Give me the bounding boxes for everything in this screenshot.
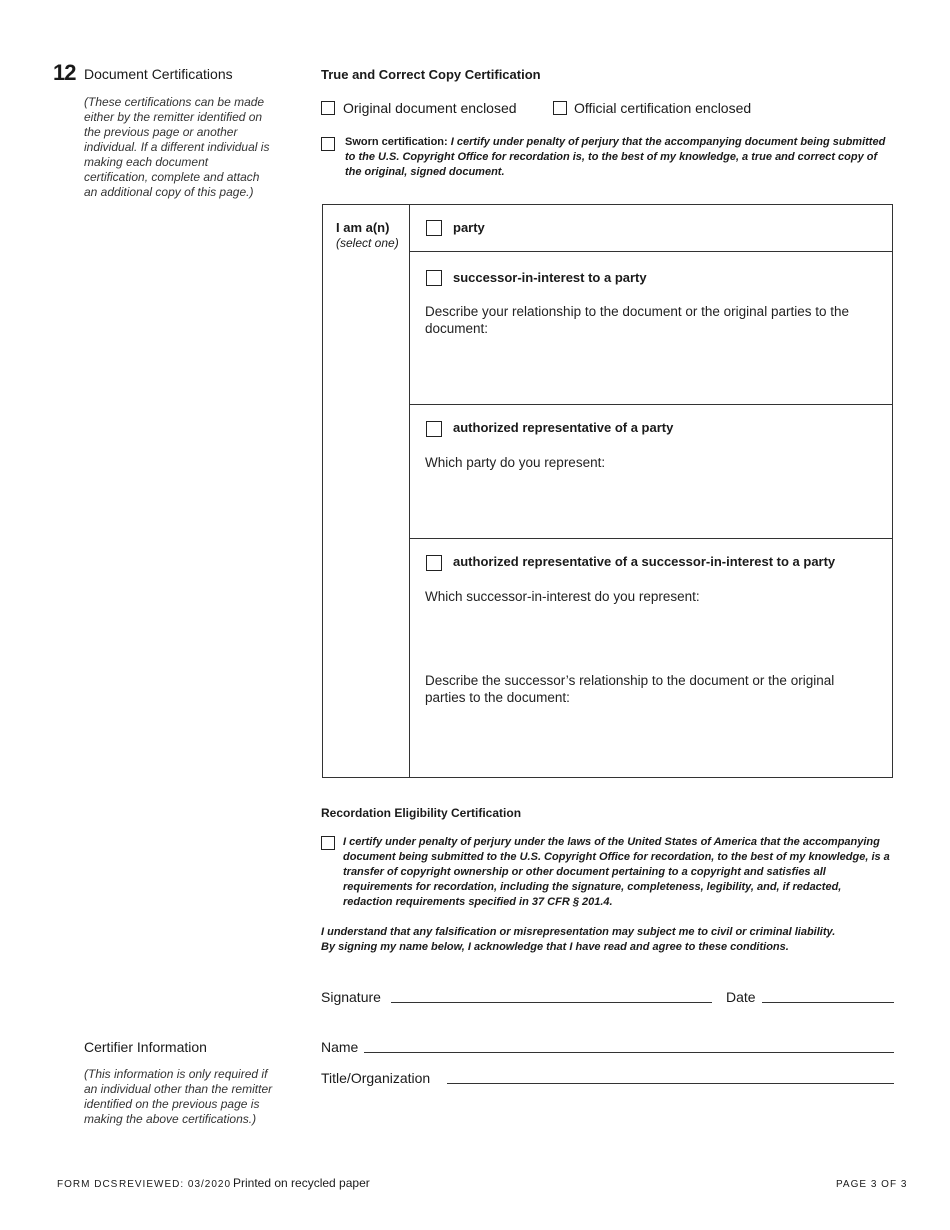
date-label: Date: [726, 989, 756, 1005]
footer-reviewed: REVIEWED: 03/2020: [119, 1179, 232, 1190]
auth-rep-party-answer-area[interactable]: [425, 474, 875, 532]
date-line[interactable]: [762, 1002, 894, 1003]
name-line[interactable]: [364, 1052, 894, 1053]
eligibility-text: I certify under penalty of perjury under the laws of the United States of America that the accompanying document being submitted to the U.S. Copyright Office for recordation, to the best of my knowledge, is a transfer of copyright ownership or other document pertaining to a copyright and satisfies all requirements for recordation, including the signature, completeness, legibility, and, if redacted, redaction requirements specified in 37 CFR § 201.4.: [343, 836, 890, 908]
signature-line[interactable]: [391, 1002, 712, 1003]
party-checkbox[interactable]: [426, 220, 442, 236]
footer-form: FORM DCS: [57, 1179, 119, 1190]
auth-rep-party-checkbox[interactable]: [426, 421, 442, 437]
name-label: Name: [321, 1039, 359, 1055]
role-row-divider: [409, 251, 893, 252]
auth-rep-successor-checkbox[interactable]: [426, 555, 442, 571]
auth-rep-successor-label: authorized representative of a successor-in-interest to a party: [453, 554, 836, 569]
eligibility-checkbox[interactable]: [321, 836, 335, 850]
sworn-cert-body: I certify under penalty of perjury that the accompanying document being submitted to the U.S. Copyright Office for recordation is, to the best of my knowledge, a true and correct copy of the original, signed document.: [345, 136, 886, 178]
section-number: 12: [53, 60, 76, 85]
certifier-title: Certifier Information: [84, 1039, 207, 1055]
successor-relationship-answer-area[interactable]: [425, 710, 875, 770]
role-row-divider: [409, 538, 893, 539]
certifier-note: (This information is only required if an individual other than the remitter identified on the previous page is making the above certifications.): [84, 1067, 273, 1126]
auth-rep-party-label: authorized representative of a party: [453, 420, 674, 435]
sworn-cert-checkbox[interactable]: [321, 137, 335, 151]
understand-line-1: I understand that any falsification or misrepresentation may subject me to civil or criminal liability.: [321, 926, 836, 938]
successor-relationship-prompt: Describe the successor’s relationship to the document or the original parties to the document:: [425, 673, 835, 705]
copy-cert-heading: True and Correct Copy Certification: [321, 67, 541, 82]
successor-label: successor-in-interest to a party: [453, 270, 647, 285]
role-table-divider: [409, 204, 410, 778]
section-title: Document Certifications: [84, 66, 233, 82]
signature-label: Signature: [321, 989, 381, 1005]
successor-checkbox[interactable]: [426, 270, 442, 286]
sworn-cert-text: [345, 135, 895, 180]
section-note: (These certifications can be made either by the remitter identified on the previous page or another individual. If a different individual is making each document certification, complete and attach an additional copy of this page.): [84, 95, 270, 199]
auth-rep-successor-answer-area[interactable]: [425, 608, 875, 668]
sworn-cert-label: Sworn certification:: [345, 136, 448, 148]
role-label: I am a(n): [336, 220, 390, 235]
party-label: party: [453, 220, 485, 235]
title-org-line[interactable]: [447, 1083, 894, 1084]
understand-line-2: By signing my name below, I acknowledge that I have read and agree to these conditions.: [321, 941, 789, 953]
role-row-divider: [409, 404, 893, 405]
eligibility-heading: Recordation Eligibility Certification: [321, 806, 522, 820]
footer-page: PAGE 3 OF 3: [836, 1179, 908, 1190]
original-enclosed-checkbox[interactable]: [321, 101, 335, 115]
title-org-label: Title/Organization: [321, 1070, 431, 1086]
successor-answer-area[interactable]: [425, 340, 875, 398]
official-enclosed-label: Official certification enclosed: [574, 100, 752, 116]
official-enclosed-checkbox[interactable]: [553, 101, 567, 115]
role-sublabel: (select one): [336, 236, 399, 250]
auth-rep-successor-prompt: Which successor-in-interest do you represent:: [425, 589, 700, 604]
auth-rep-party-prompt: Which party do you represent:: [425, 455, 606, 470]
original-enclosed-label: Original document enclosed: [343, 100, 517, 116]
footer-recycled: Printed on recycled paper: [233, 1176, 370, 1190]
successor-prompt: Describe your relationship to the document or the original parties to the document:: [425, 304, 849, 336]
